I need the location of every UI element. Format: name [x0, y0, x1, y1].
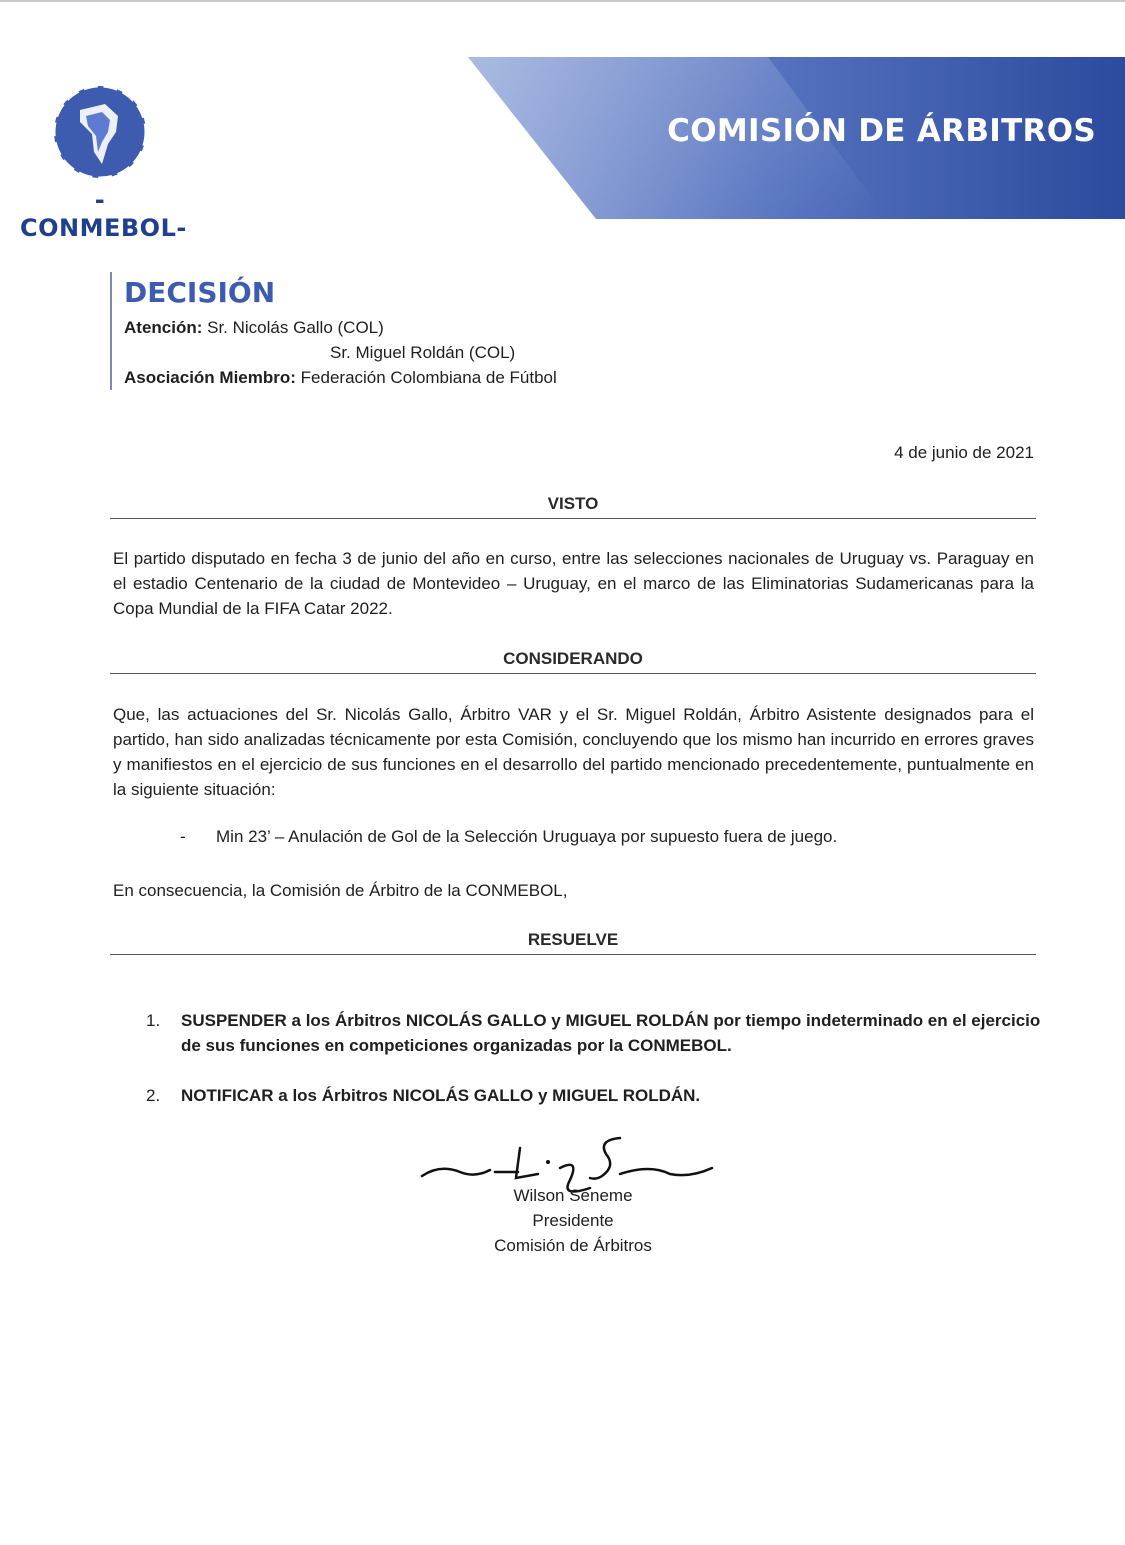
resolution-text: NOTIFICAR a los Árbitros NICOLÁS GALLO y MIGUEL ROLDÁN. [181, 1086, 701, 1105]
visto-heading: VISTO [547, 494, 599, 513]
signer-name: Wilson Seneme [513, 1186, 633, 1205]
resuelve-rule [110, 954, 1036, 955]
attention-line [124, 318, 384, 338]
resolution-number: 2. [146, 1086, 161, 1105]
document-date: 4 de junio de 2021 [894, 443, 1034, 462]
visto-rule [110, 518, 1036, 519]
header-banner [468, 57, 1125, 219]
bullet-text: Min 23’ – Anulación de Gol de la Selección Uruguaya por supuesto fuera de juego. [216, 827, 838, 846]
attention-value-1: Sr. Nicolás Gallo (COL) [207, 318, 384, 337]
member-value: Federación Colombiana de Fútbol [300, 368, 557, 387]
considerando-text: Que, las actuaciones del Sr. Nicolás Gallo, Árbitro VAR y el Sr. Miguel Roldán, Árbitro Asistente designados para el partido, han sido analizadas técnicamente por esta Comisión, concluyendo que los mismo han incurrido en errores graves y manifiestos en el ejercicio de sus funciones en el desarrollo del partido mencionado precedentemente, puntualmente en la siguiente situación: [113, 705, 1034, 799]
resuelve-heading: RESUELVE [527, 930, 619, 949]
resolution-number: 1. [146, 1011, 161, 1030]
decision-block [110, 272, 812, 390]
logo-wordmark: -CONMEBOL- [20, 186, 187, 242]
globe-icon [50, 82, 150, 182]
bullet-dash: - [180, 827, 186, 846]
consequence-text: En consecuencia, la Comisión de Árbitro de la CONMEBOL, [113, 881, 568, 900]
signer-org: Comisión de Árbitros [494, 1236, 652, 1255]
attention-value-2: Sr. Miguel Roldán (COL) [330, 343, 516, 362]
decision-title: DECISIÓN [124, 276, 276, 309]
member-line [124, 368, 557, 388]
top-border [0, 0, 1125, 2]
member-label: Asociación Miembro: [124, 368, 296, 387]
resolution-text: SUSPENDER a los Árbitros NICOLÁS GALLO y MIGUEL ROLDÁN por tiempo indeterminado en el ejercicio de sus funciones en competiciones organizadas por la CONMEBOL. [181, 1011, 1041, 1055]
considerando-heading: CONSIDERANDO [503, 649, 643, 668]
banner-title: COMISIÓN DE ÁRBITROS [667, 113, 1096, 149]
visto-text: El partido disputado en fecha 3 de junio del año en curso, entre las selecciones nacionales de Uruguay vs. Paraguay en el estadio Centenario de la ciudad de Montevideo – Uruguay, en el marco de las Eliminatorias Sudamericanas para la Copa Mundial de la FIFA Catar 2022. [113, 549, 1034, 618]
conmebol-logo [20, 78, 187, 242]
signer-role: Presidente [532, 1211, 614, 1230]
attention-label: Atención: [124, 318, 203, 337]
bullet-item [180, 827, 837, 847]
considerando-rule [110, 673, 1036, 674]
